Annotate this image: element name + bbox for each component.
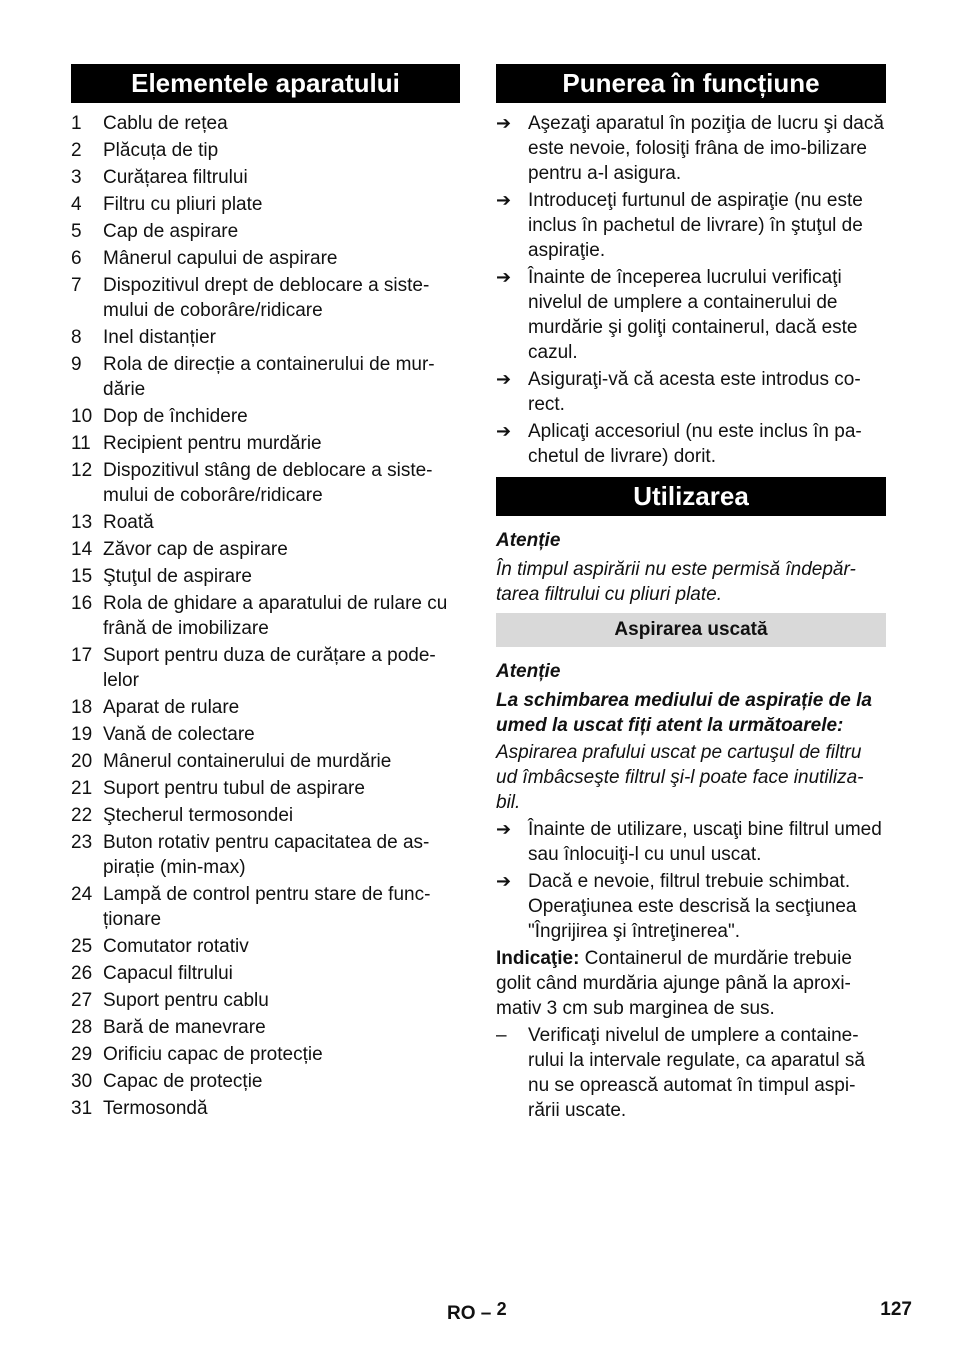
item-number: 9 bbox=[71, 354, 82, 375]
item-text: Plăcuța de tip bbox=[103, 140, 219, 161]
item-number: 19 bbox=[71, 724, 93, 745]
section-title-startup: Punerea în funcțiune bbox=[496, 64, 886, 103]
item-text: Lampă de control pentru stare de func-ționare bbox=[103, 884, 431, 930]
list-item bbox=[71, 219, 460, 244]
list-item bbox=[71, 1096, 460, 1121]
dry-vacuuming-steps-list bbox=[496, 817, 886, 944]
dash-bullet: – bbox=[496, 1025, 507, 1046]
list-item bbox=[71, 749, 460, 774]
item-text: Roată bbox=[103, 512, 154, 533]
arrow-icon: ➔ bbox=[496, 190, 512, 210]
item-number: 2 bbox=[71, 140, 82, 161]
item-number: 28 bbox=[71, 1017, 93, 1038]
list-item bbox=[71, 1042, 460, 1067]
item-number: 21 bbox=[71, 778, 93, 799]
step-text: Aplicaţi accesoriul (nu este inclus în pa-chetul de livrare) dorit. bbox=[528, 421, 862, 467]
list-item bbox=[71, 803, 460, 828]
list-item bbox=[71, 273, 460, 323]
item-text: Rola de direcție a containerului de mur-dărie bbox=[103, 354, 435, 400]
item-number: 29 bbox=[71, 1044, 93, 1065]
item-text: Suport pentru tubul de aspirare bbox=[103, 778, 365, 799]
arrow-icon: ➔ bbox=[496, 421, 512, 441]
arrow-icon: ➔ bbox=[496, 871, 512, 891]
note-text: Containerul de murdărie trebuie golit când murdăria ajunge până la aproxi-mativ 3 cm sub marginea de sus. bbox=[496, 948, 852, 1019]
page-number: 127 bbox=[880, 1299, 912, 1320]
footer-section-page: 2 bbox=[496, 1299, 507, 1319]
item-number: 10 bbox=[71, 406, 93, 427]
dash-item bbox=[496, 1023, 886, 1123]
caution-text: În timpul aspirării nu este permisă îndepăr-tarea filtrului cu pliuri plate. bbox=[496, 559, 856, 605]
item-text: Vană de colectare bbox=[103, 724, 255, 745]
list-item bbox=[71, 1015, 460, 1040]
caution-bold-text: La schimbarea mediului de aspirație de la umed la uscat fiți atent la următoarele: bbox=[496, 690, 872, 736]
caution-label-2: Atenție bbox=[496, 661, 561, 682]
list-item bbox=[71, 722, 460, 747]
step-text: Introduceţi furtunul de aspiraţie (nu este inclus în pachetul de livrare) în ştuţul de aspiraţie. bbox=[528, 190, 863, 261]
item-number: 22 bbox=[71, 805, 93, 826]
arrow-icon: ➔ bbox=[496, 267, 512, 287]
list-item bbox=[71, 961, 460, 986]
step-item bbox=[496, 419, 886, 469]
dash-text: Verificaţi nivelul de umplere a containe-rului la intervale regulate, ca aparatul să nu se oprească automat în timpul aspi-rării uscate. bbox=[528, 1025, 865, 1121]
note-label: Indicaţie: bbox=[496, 948, 580, 969]
list-item bbox=[71, 1069, 460, 1094]
list-item bbox=[71, 537, 460, 562]
step-text: Înainte de utilizare, uscaţi bine filtrul umed sau înlocuiţi-l cu unul uscat. bbox=[528, 819, 882, 865]
list-item bbox=[71, 458, 460, 508]
list-item bbox=[71, 776, 460, 801]
item-text: Ştecherul termosondei bbox=[103, 805, 294, 826]
item-number: 14 bbox=[71, 539, 93, 560]
item-number: 13 bbox=[71, 512, 93, 533]
item-text: Recipient pentru murdărie bbox=[103, 433, 322, 454]
item-text: Cablu de rețea bbox=[103, 113, 228, 134]
item-text: Capac de protecție bbox=[103, 1071, 263, 1092]
item-number: 7 bbox=[71, 275, 82, 296]
item-number: 4 bbox=[71, 194, 82, 215]
section-title-operation: Utilizarea bbox=[496, 477, 886, 516]
item-number: 3 bbox=[71, 167, 82, 188]
startup-steps-list bbox=[496, 111, 886, 469]
item-text: Capacul filtrului bbox=[103, 963, 233, 984]
arrow-icon: ➔ bbox=[496, 369, 512, 389]
item-number: 1 bbox=[71, 113, 82, 134]
list-item bbox=[71, 988, 460, 1013]
item-text: Ştuţul de aspirare bbox=[103, 566, 252, 587]
list-item bbox=[71, 246, 460, 271]
caution-label: Atenție bbox=[496, 530, 561, 551]
item-text: Mânerul capului de aspirare bbox=[103, 248, 338, 269]
item-text: Curățarea filtrului bbox=[103, 167, 248, 188]
footer-dash: – bbox=[480, 1303, 492, 1324]
item-number: 30 bbox=[71, 1071, 93, 1092]
step-text: Înainte de începerea lucrului verificaţi nivelul de umplere a containerului de murdărie şi goliţi containerul, dacă este cazul. bbox=[528, 267, 858, 363]
item-text: Mânerul containerului de murdărie bbox=[103, 751, 392, 772]
step-item bbox=[496, 367, 886, 417]
item-number: 16 bbox=[71, 593, 93, 614]
caution-text-2: Aspirarea prafului uscat pe cartuşul de filtru ud îmbâcseşte filtrul şi-l poate face inutiliza-bil. bbox=[496, 742, 864, 813]
item-number: 31 bbox=[71, 1098, 93, 1119]
step-item bbox=[496, 817, 886, 867]
item-number: 18 bbox=[71, 697, 93, 718]
item-text: Filtru cu pliuri plate bbox=[103, 194, 263, 215]
list-item bbox=[71, 564, 460, 589]
step-text: Aşezaţi aparatul în poziţia de lucru şi dacă este nevoie, folosiţi frâna de imo-bilizare pentru a-l asigura. bbox=[528, 113, 884, 184]
left-column bbox=[71, 64, 460, 1123]
right-column bbox=[496, 64, 886, 1123]
item-text: Suport pentru cablu bbox=[103, 990, 269, 1011]
footer-lang-code: RO bbox=[447, 1303, 476, 1324]
item-text: Orificiu capac de protecție bbox=[103, 1044, 323, 1065]
list-item bbox=[71, 830, 460, 880]
item-number: 8 bbox=[71, 327, 82, 348]
section-title-device-elements: Elementele aparatului bbox=[71, 64, 460, 103]
item-number: 20 bbox=[71, 751, 93, 772]
item-number: 23 bbox=[71, 832, 93, 853]
item-text: Rola de ghidare a aparatului de rulare cu frână de imobilizare bbox=[103, 593, 448, 639]
list-item bbox=[71, 934, 460, 959]
item-text: Buton rotativ pentru capacitatea de as-pirație (min-max) bbox=[103, 832, 430, 878]
item-number: 27 bbox=[71, 990, 93, 1011]
device-elements-list bbox=[71, 111, 460, 1121]
subheading-dry-vacuuming: Aspirarea uscată bbox=[496, 613, 886, 647]
note-paragraph bbox=[496, 946, 886, 1021]
item-number: 24 bbox=[71, 884, 93, 905]
list-item bbox=[71, 111, 460, 136]
item-number: 5 bbox=[71, 221, 82, 242]
item-text: Dispozitivul stâng de deblocare a siste-mului de coborâre/ridicare bbox=[103, 460, 433, 506]
step-item bbox=[496, 111, 886, 186]
footer-language bbox=[447, 1297, 507, 1326]
step-text: Dacă e nevoie, filtrul trebuie schimbat. Operaţiunea este descrisă la secţiunea "Îngrijirea şi întreţinerea". bbox=[528, 871, 857, 942]
item-text: Dop de închidere bbox=[103, 406, 248, 427]
item-text: Suport pentru duza de curățare a pode-lelor bbox=[103, 645, 436, 691]
list-item bbox=[71, 192, 460, 217]
item-number: 25 bbox=[71, 936, 93, 957]
step-item bbox=[496, 869, 886, 944]
list-item bbox=[71, 138, 460, 163]
list-item bbox=[71, 325, 460, 350]
dash-list bbox=[496, 1023, 886, 1123]
item-number: 15 bbox=[71, 566, 93, 587]
list-item bbox=[71, 643, 460, 693]
list-item bbox=[71, 882, 460, 932]
item-text: Dispozitivul drept de deblocare a siste-mului de coborâre/ridicare bbox=[103, 275, 430, 321]
item-text: Cap de aspirare bbox=[103, 221, 239, 242]
item-text: Aparat de rulare bbox=[103, 697, 240, 718]
item-number: 12 bbox=[71, 460, 93, 481]
item-text: Zăvor cap de aspirare bbox=[103, 539, 288, 560]
item-number: 17 bbox=[71, 645, 93, 666]
step-text: Asiguraţi-vă că acesta este introdus co-rect. bbox=[528, 369, 861, 415]
item-number: 11 bbox=[71, 433, 91, 454]
step-item bbox=[496, 265, 886, 365]
list-item bbox=[71, 431, 460, 456]
arrow-icon: ➔ bbox=[496, 819, 512, 839]
list-item bbox=[71, 591, 460, 641]
list-item bbox=[71, 404, 460, 429]
step-item bbox=[496, 188, 886, 263]
item-text: Comutator rotativ bbox=[103, 936, 249, 957]
item-number: 6 bbox=[71, 248, 82, 269]
arrow-icon: ➔ bbox=[496, 113, 512, 133]
list-item bbox=[71, 352, 460, 402]
item-text: Bară de manevrare bbox=[103, 1017, 266, 1038]
list-item bbox=[71, 165, 460, 190]
item-text: Inel distanțier bbox=[103, 327, 217, 348]
item-number: 26 bbox=[71, 963, 93, 984]
list-item bbox=[71, 510, 460, 535]
item-text: Termosondă bbox=[103, 1098, 208, 1119]
list-item bbox=[71, 695, 460, 720]
